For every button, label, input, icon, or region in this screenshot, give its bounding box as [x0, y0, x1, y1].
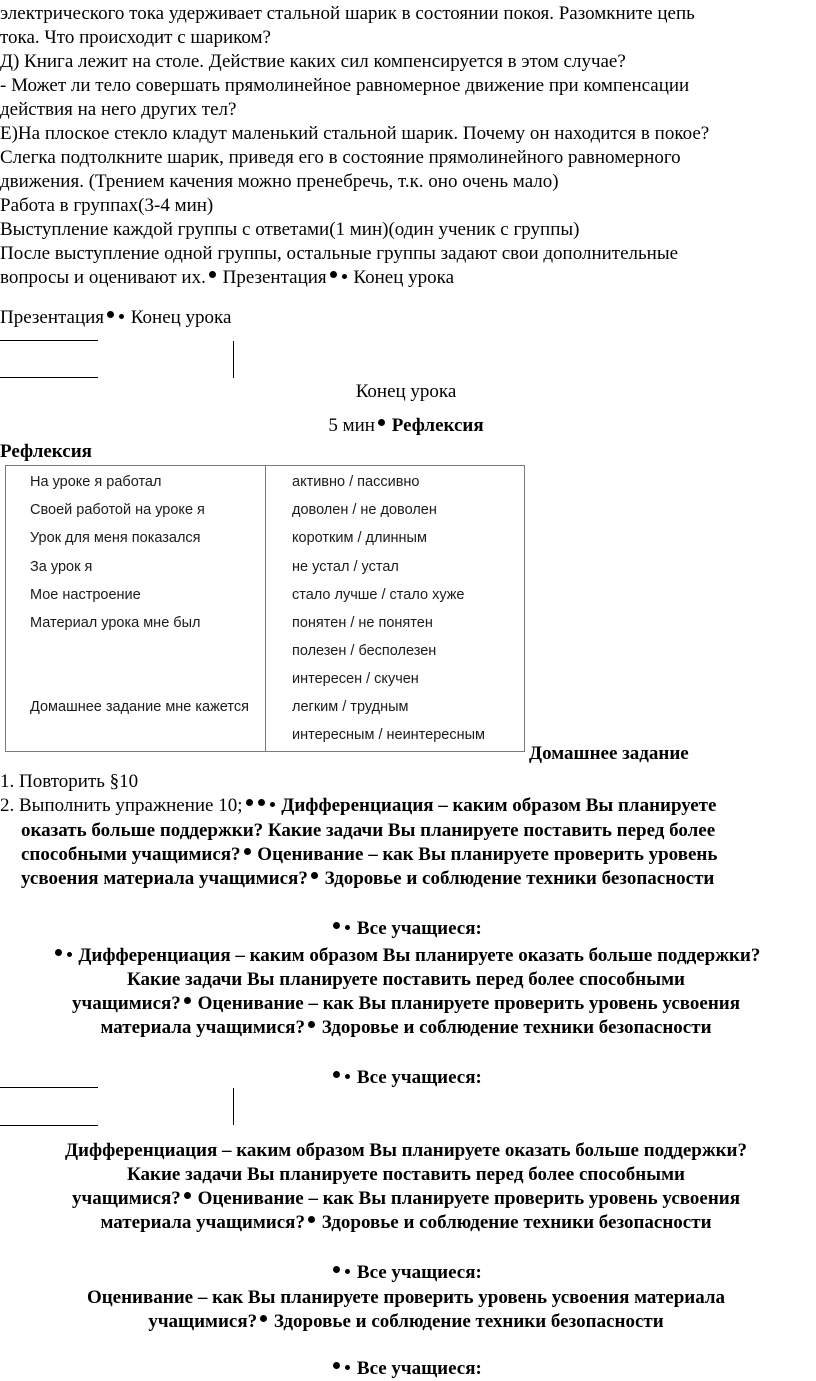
- bullet-icon: [246, 799, 253, 806]
- bullet-icon: [107, 311, 114, 318]
- all-students-heading: Все учащиеся:: [0, 1357, 812, 1381]
- bullet-icon: [184, 997, 191, 1004]
- all-students-heading: Все учащиеся:: [0, 1066, 812, 1090]
- table-cell: полезен / бесполезен: [292, 643, 437, 659]
- homework-item: 1. Повторить §10: [0, 771, 139, 792]
- bullet-icon: [308, 1216, 315, 1223]
- text-line: Выступление каждой группы с ответами(1 мин)(один ученик с группы): [0, 219, 580, 240]
- table-divider: [265, 466, 266, 751]
- text-line: Е)На плоское стекло кладут маленький стальной шарик. Почему он находится в покое?: [0, 123, 710, 144]
- bullet-icon: [119, 314, 124, 319]
- bullet-icon: [244, 848, 251, 855]
- homework-heading: Домашнее задание: [529, 743, 689, 764]
- table-cell: интересным / неинтересным: [292, 727, 486, 743]
- table-cell: интересен / скучен: [292, 671, 419, 687]
- bullet-icon: [311, 872, 318, 879]
- divider: [0, 1087, 98, 1088]
- bullet-icon: [342, 274, 347, 279]
- table-cell: коротким / длинным: [292, 530, 427, 546]
- table-cell: Материал урока мне был: [30, 615, 201, 631]
- text-line: действия на него других тел?: [0, 99, 237, 120]
- reflection-heading: Рефлексия: [0, 441, 92, 462]
- bullet-icon: [270, 802, 275, 807]
- text-line: движения. (Трением качения можно пренебречь, т.к. оно очень мало): [0, 171, 559, 192]
- table-cell: Мое настроение: [30, 587, 141, 603]
- homework-list: [0, 770, 812, 818]
- bullet-icon: [184, 1192, 191, 1199]
- all-students-heading: Все учащиеся:: [0, 1261, 812, 1285]
- table-cell: легким / трудным: [292, 699, 409, 715]
- homework-continuation: оказать больше поддержки? Какие задачи Вы планируете поставить перед более способными учащимися? Оценивание – как Вы планируете проверить уровень усвоения материала учащимися? Здоровье и соблюдение техники безопасности: [21, 820, 718, 889]
- table-cell: активно / пассивно: [292, 474, 420, 490]
- lesson-text: [0, 2, 812, 290]
- bullet-icon: [333, 922, 340, 929]
- text-line: Слегка подтолкните шарик, приведя его в состояние прямолинейного равномерного: [0, 147, 681, 168]
- differentiation-block: Дифференциация – каким образом Вы планируете оказать больше поддержки? Какие задачи Вы планируете поставить перед более способными учащимися? Оценивание – как Вы планируете проверить уровень усвоения материала учащимися? Здоровье и соблюдение техники безопасности: [64, 1140, 748, 1233]
- bullet-icon: [209, 271, 216, 278]
- text-line: Д) Книга лежит на столе. Действие каких сил компенсируется в этом случае?: [0, 51, 626, 72]
- table-cell: Своей работой на уроке я: [30, 502, 205, 518]
- text-line: тока. Что происходит с шариком?: [0, 27, 271, 48]
- bullet-icon: [333, 1362, 340, 1369]
- bullet-icon: [333, 1266, 340, 1273]
- table-cell: На уроке я работал: [30, 474, 162, 490]
- table-cell: Домашнее задание мне кажется: [30, 699, 249, 715]
- bullet-icon: [67, 952, 72, 957]
- text-line: вопросы и оценивают их. Презентация Конец урока: [0, 267, 455, 288]
- bullet-icon: [308, 1021, 315, 1028]
- table-cell: доволен / не доволен: [292, 502, 437, 518]
- divider: [0, 377, 98, 378]
- text-line: электрического тока удерживает стальной шарик в состоянии покоя. Разомкните цепь: [0, 3, 695, 24]
- reflection-time: 5 мин Рефлексия: [328, 415, 484, 436]
- presentation-line: Презентация Конец урока: [0, 307, 232, 328]
- reflection-table: [5, 465, 525, 752]
- bullet-icon: [330, 271, 337, 278]
- bullet-icon: [260, 1315, 267, 1322]
- assessment-block: Оценивание – как Вы планируете проверить уровень усвоения материала учащимися? Здоровье и соблюдение техники безопасности: [86, 1287, 726, 1332]
- all-students-heading: Все учащиеся:: [0, 917, 812, 941]
- end-of-lesson: Конец урока: [355, 381, 457, 402]
- table-cell: стало лучше / стало хуже: [292, 587, 465, 603]
- table-cell: За урок я: [30, 559, 93, 575]
- divider: [0, 1125, 98, 1126]
- divider: [233, 341, 234, 378]
- bullet-icon: [333, 1071, 340, 1078]
- bullet-icon: [345, 925, 350, 930]
- table-cell: Урок для меня показался: [30, 530, 201, 546]
- bullet-icon: [345, 1365, 350, 1370]
- divider: [233, 1088, 234, 1125]
- homework-item: 2. Выполнить упражнение 10; Дифференциация – каким образом Вы планируете: [0, 795, 717, 816]
- text-line: - Может ли тело совершать прямолинейное равномерное движение при компенсации: [0, 75, 690, 96]
- bullet-icon: [258, 799, 265, 806]
- bullet-icon: [55, 949, 62, 956]
- table-cell: понятен / не понятен: [292, 615, 433, 631]
- text-line: Работа в группах(3-4 мин): [0, 195, 214, 216]
- bullet-icon: [378, 419, 385, 426]
- differentiation-block: Дифференциация – каким образом Вы планируете оказать больше поддержки? Какие задачи Вы планируете поставить перед более способными учащимися? Оценивание – как Вы планируете проверить уровень усвоения материала учащимися? Здоровье и соблюдение техники безопасности: [0, 944, 812, 1040]
- text-line: После выступление одной группы, остальные группы задают свои дополнительные: [0, 243, 679, 264]
- bullet-icon: [345, 1074, 350, 1079]
- table-cell: не устал / устал: [292, 559, 399, 575]
- divider: [0, 340, 98, 341]
- bullet-icon: [345, 1269, 350, 1274]
